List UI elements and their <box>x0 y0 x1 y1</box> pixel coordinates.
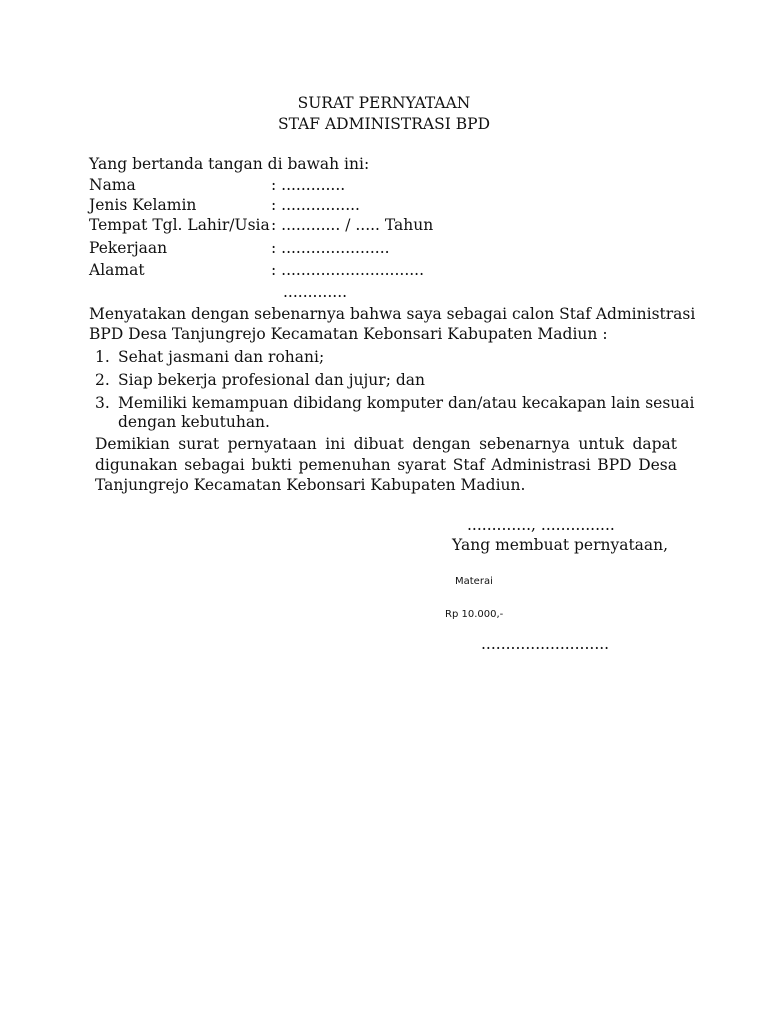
document-title: SURAT PERNYATAAN <box>297 94 471 112</box>
list-item-text: Memiliki kemampuan dibidang komputer dan/atau kecakapan lain sesuai <box>118 394 695 412</box>
statement-line-2: BPD Desa Tanjungrejo Kecamatan Kebonsari Kabupaten Madiun : <box>89 325 608 343</box>
list-number: 3. <box>95 394 110 412</box>
closing-line-2: digunakan sebagai bukti pemenuhan syarat Staf Administrasi BPD Desa <box>95 456 677 474</box>
field-label-jenis-kelamin: Jenis Kelamin <box>89 196 197 214</box>
field-label-tempat-tgl-lahir: Tempat Tgl. Lahir/Usia <box>89 216 270 234</box>
list-item-text-continuation: dengan kebutuhan. <box>118 413 270 431</box>
statement-line-1: Menyatakan dengan sebenarnya bahwa saya sebagai calon Staf Administrasi <box>89 305 696 323</box>
address-continuation: ............. <box>283 283 348 301</box>
field-value-jenis-kelamin: : ................ <box>271 196 360 214</box>
closing-line-1: Demikian surat pernyataan ini dibuat dengan sebenarnya untuk dapat <box>95 435 677 453</box>
field-value-tempat-tgl-lahir: : ............ / ..... Tahun <box>271 216 434 234</box>
list-number: 1. <box>95 348 110 366</box>
stamp-value: Rp 10.000,- <box>445 609 504 620</box>
intro-text: Yang bertanda tangan di bawah ini: <box>89 155 370 173</box>
field-label-pekerjaan: Pekerjaan <box>89 239 168 257</box>
document-subtitle: STAF ADMINISTRASI BPD <box>277 115 491 133</box>
signature-name-line: .......................... <box>481 635 610 653</box>
field-value-nama: : ............. <box>271 176 346 194</box>
stamp-label: Materai <box>455 576 493 587</box>
closing-line-3: Tanjungrejo Kecamatan Kebonsari Kabupaten Madiun. <box>95 476 526 494</box>
list-item-text: Siap bekerja profesional dan jujur; dan <box>118 371 425 389</box>
signature-place-date: ............., ............... <box>467 516 615 534</box>
signature-maker-label: Yang membuat pernyataan, <box>452 536 669 554</box>
field-value-alamat: : ............................. <box>271 261 425 279</box>
field-value-pekerjaan: : ...................... <box>271 239 390 257</box>
list-number: 2. <box>95 371 110 389</box>
field-label-nama: Nama <box>89 176 136 194</box>
list-item-text: Sehat jasmani dan rohani; <box>118 348 325 366</box>
field-label-alamat: Alamat <box>89 261 145 279</box>
